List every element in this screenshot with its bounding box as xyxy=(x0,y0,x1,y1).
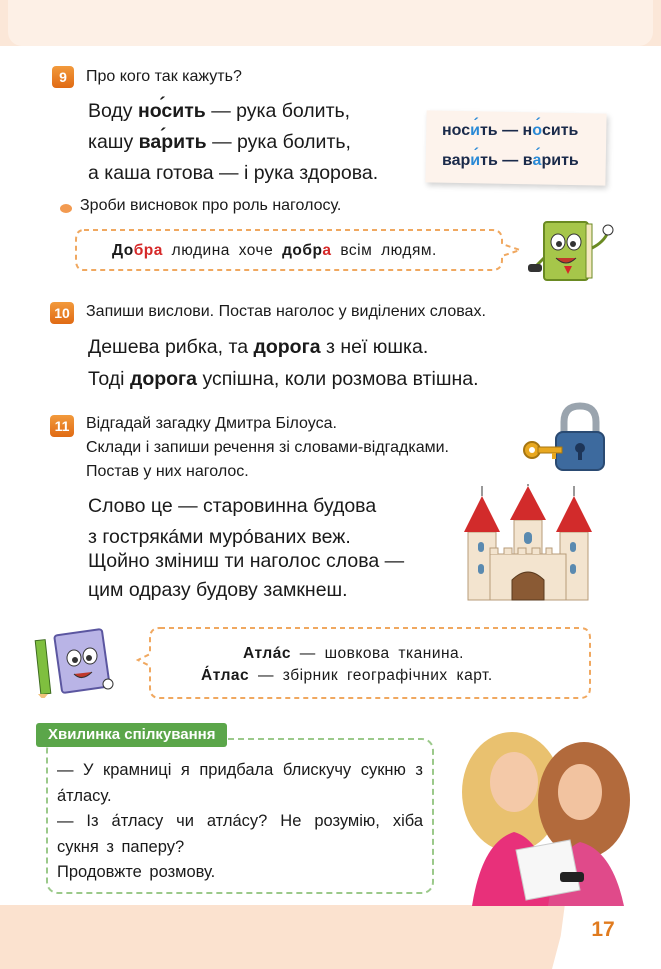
atlas-box-shape xyxy=(136,626,592,700)
top-band-inner xyxy=(8,0,653,46)
task9-conclusion: Зроби висновок про роль наголосу. xyxy=(80,197,342,214)
task11-instruction-1: Відгадай загадку Дмитра Білоуса. xyxy=(86,415,337,432)
lock-key-icon xyxy=(520,400,608,472)
page-number: 17 xyxy=(591,918,615,941)
saying-text: Добра людина хоче добра всім людям. xyxy=(112,242,437,259)
task-number-11: 11 xyxy=(50,415,74,437)
task-number-9: 9 xyxy=(52,66,74,88)
atlas-line-1: Атлáс — шовкова тканина. xyxy=(243,645,464,662)
riddle-line-2: з гострякáми мурóваних веж. xyxy=(88,526,351,548)
castle-icon xyxy=(460,484,596,602)
book-character-icon xyxy=(528,218,618,286)
task-number-10: 10 xyxy=(50,302,74,324)
dialog-line-3: Продовжте розмову. xyxy=(57,863,216,881)
bullet-dot-icon xyxy=(60,204,72,213)
task9-poem-line-3: а каша готова — і рука здорова. xyxy=(88,162,379,184)
sticky-line-2: вари ´ть — ва ´рить xyxy=(442,152,602,170)
task9-question: Про кого так кажуть? xyxy=(86,68,242,85)
girls-photo-icon xyxy=(452,722,642,906)
task9-poem-line-1: Воду носи ´ть — рука болить, xyxy=(88,96,350,127)
task11-instruction-3: Постав у них наголос. xyxy=(86,463,249,480)
task9-poem-line-2: кашу вари ´ть — рука болить, xyxy=(88,127,351,158)
riddle-line-4: цим одразу будову замкнеш. xyxy=(88,579,348,601)
dialog-line-1: — У крамниці я придбала блискучу сукню з а́тласу. xyxy=(57,761,423,805)
dialog-text xyxy=(57,758,423,886)
dialog-line-2: — Із а́тласу чи атлáсу? Не розумію, хіба сукня з паперу? xyxy=(57,812,423,856)
task10-line-2: Тоді дорога успішна, коли розмова втішна. xyxy=(88,368,479,390)
task10-instruction: Запиши вислови. Постав наголос у виділених словах. xyxy=(86,303,486,320)
atlas-line-2: А́тлас — збірник географічних карт. xyxy=(201,667,493,684)
notebook-pencil-icon xyxy=(30,628,118,698)
task10-line-1: Дешева рибка, та дорога з неї юшка. xyxy=(88,336,429,358)
dialog-label: Хвилинка спілкування xyxy=(36,723,227,747)
riddle-line-1: Слово це — старовинна будова xyxy=(88,495,377,517)
task11-instruction-2: Склади і запиши речення зі словами-відгадками. xyxy=(86,439,449,456)
riddle-line-3: Щойно зміниш ти наголос слова — xyxy=(88,550,405,572)
sticky-line-1: носи ´ть — но ´сить xyxy=(442,122,602,140)
